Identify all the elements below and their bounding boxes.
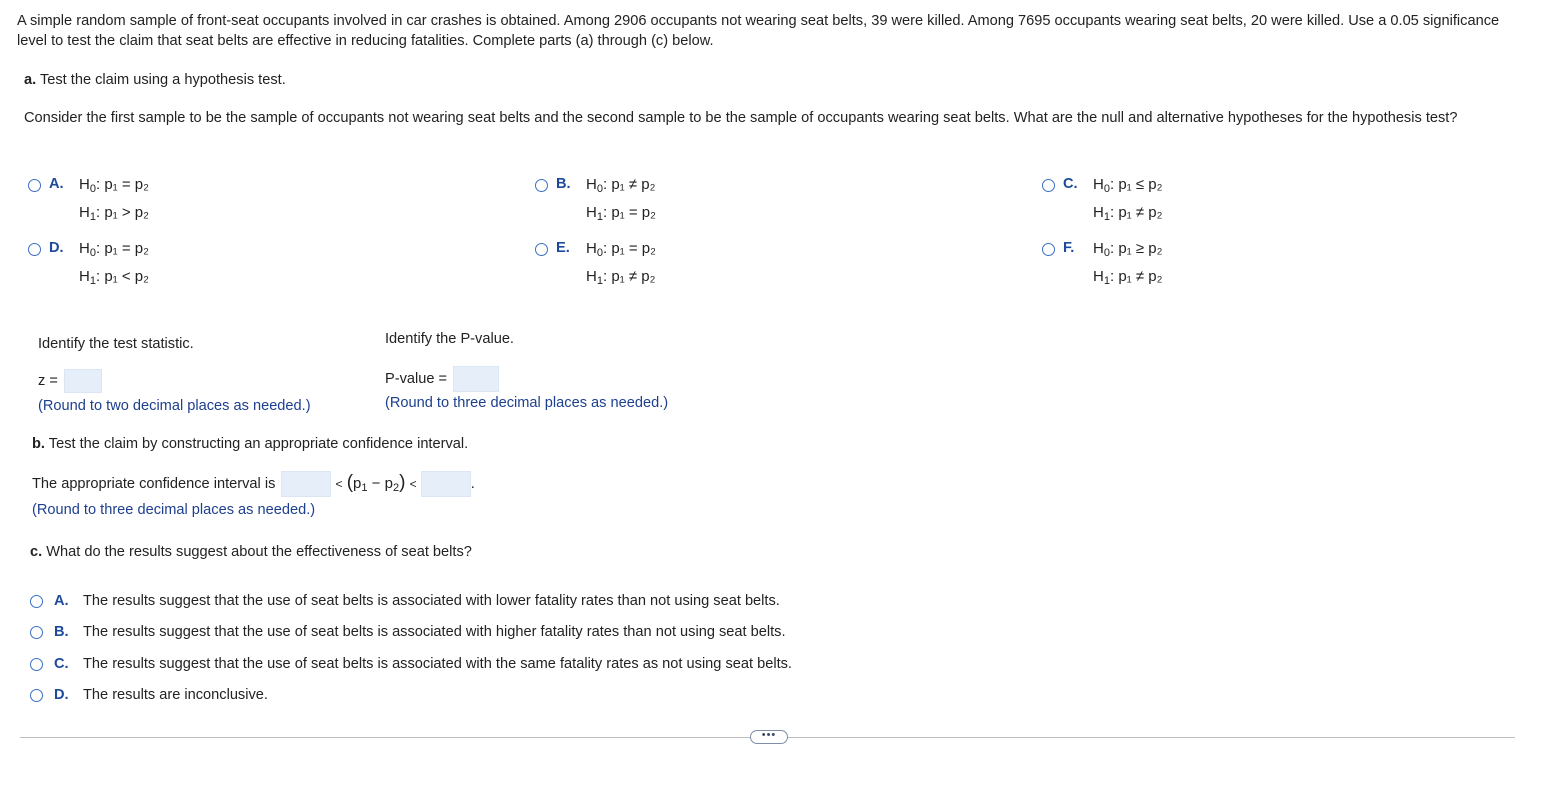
alternative-hypothesis: $H_1$: p₁ > p₂ (79, 204, 149, 223)
part-c-text: What do the results suggest about the effectiveness of seat belts? (46, 544, 472, 560)
part-a-text: Test the claim using a hypothesis test. (39, 72, 286, 88)
part-b-text: Test the claim by constructing an appropriate confidence interval. (48, 436, 469, 452)
alternative-hypothesis: $H_1$: p₁ = p₂ (586, 204, 656, 223)
alternative-hypothesis: $H_1$: p₁ < p₂ (79, 268, 149, 287)
radio-button[interactable] (30, 658, 43, 671)
radio-button[interactable] (30, 595, 43, 608)
pvalue-label: Identify the P-value. (385, 331, 514, 347)
z-row (38, 369, 102, 393)
confidence-interval-row (32, 471, 475, 497)
null-hypothesis: $H_0$: p₁ = p₂ (79, 176, 149, 195)
null-hypothesis: $H_0$: p₁ ≠ p₂ (586, 176, 656, 195)
z-hint: (Round to two decimal places as needed.) (38, 398, 311, 414)
problem-statement: A simple random sample of front-seat occupants involved in car crashes is obtained. Among 2906 occupants not wearing seat belts, 39 were killed. Among 7695 occupants wearing seat belts, 20 were killed. Use a 0.05 significance level to test the claim that seat belts are effective in reducing fatalities. Complete parts (a) through (c) below. (17, 13, 1500, 49)
part-b-label: b. (32, 436, 45, 452)
radio-button[interactable] (1042, 243, 1055, 256)
alternative-hypothesis: $H_1$: p₁ ≠ p₂ (1093, 204, 1163, 223)
option-letter: D. (49, 240, 64, 256)
pvalue-hint: (Round to three decimal places as needed.) (385, 395, 669, 411)
part-a-header (24, 72, 286, 88)
ci-label: The appropriate confidence interval is (32, 475, 276, 492)
radio-button[interactable] (30, 689, 43, 702)
z-label: z = (38, 372, 58, 389)
null-hypothesis: $H_0$: p₁ = p₂ (586, 240, 656, 259)
part-b-header (32, 436, 468, 452)
alternative-hypothesis: $H_1$: p₁ ≠ p₂ (586, 268, 656, 287)
z-input[interactable] (64, 369, 102, 393)
test-statistic-label: Identify the test statistic. (38, 336, 194, 352)
radio-button[interactable] (28, 179, 41, 192)
ci-upper-input[interactable] (421, 471, 471, 497)
null-hypothesis: $H_0$: p₁ = p₂ (79, 240, 149, 259)
option-letter: C. (1063, 176, 1078, 192)
pvalue-row (385, 366, 499, 392)
null-hypothesis: $H_0$: p₁ ≥ p₂ (1093, 240, 1163, 259)
option-letter: B. (54, 624, 69, 640)
option-text: The results suggest that the use of seat belts is associated with lower fatality rates than not using seat belts. (83, 593, 780, 609)
pvalue-input[interactable] (453, 366, 499, 392)
option-text: The results suggest that the use of seat belts is associated with the same fatality rates as not using seat belts. (83, 656, 792, 672)
alternative-hypothesis: $H_1$: p₁ ≠ p₂ (1093, 268, 1163, 287)
option-letter: D. (54, 687, 69, 703)
option-letter: A. (54, 593, 69, 609)
ci-hint: (Round to three decimal places as needed.) (32, 502, 316, 518)
option-letter: A. (49, 176, 64, 192)
option-letter: C. (54, 656, 69, 672)
ci-period: . (470, 475, 475, 492)
option-text: The results suggest that the use of seat belts is associated with higher fatality rates than not using seat belts. (83, 624, 786, 640)
option-letter: B. (556, 176, 571, 192)
ci-lower-input[interactable] (281, 471, 331, 497)
part-c-label: c. (30, 544, 43, 560)
ci-expression: < $(p_1 - p_2)$ < (335, 471, 417, 494)
part-a-label: a. (24, 72, 37, 88)
radio-button[interactable] (30, 626, 43, 639)
radio-button[interactable] (1042, 179, 1055, 192)
option-letter: E. (556, 240, 570, 256)
radio-button[interactable] (535, 179, 548, 192)
radio-button[interactable] (535, 243, 548, 256)
part-a-question: Consider the first sample to be the sample of occupants not wearing seat belts and the second sample to be the sample of occupants wearing seat belts. What are the null and alternative hypotheses for the hypothesis test? (24, 110, 1458, 126)
option-text: The results are inconclusive. (83, 687, 268, 703)
part-c-header (30, 544, 472, 560)
pvalue-field-label: P-value = (385, 370, 448, 387)
option-letter: F. (1063, 240, 1075, 256)
radio-button[interactable] (28, 243, 41, 256)
null-hypothesis: $H_0$: p₁ ≤ p₂ (1093, 176, 1163, 195)
more-options-button[interactable]: ••• (750, 730, 788, 744)
